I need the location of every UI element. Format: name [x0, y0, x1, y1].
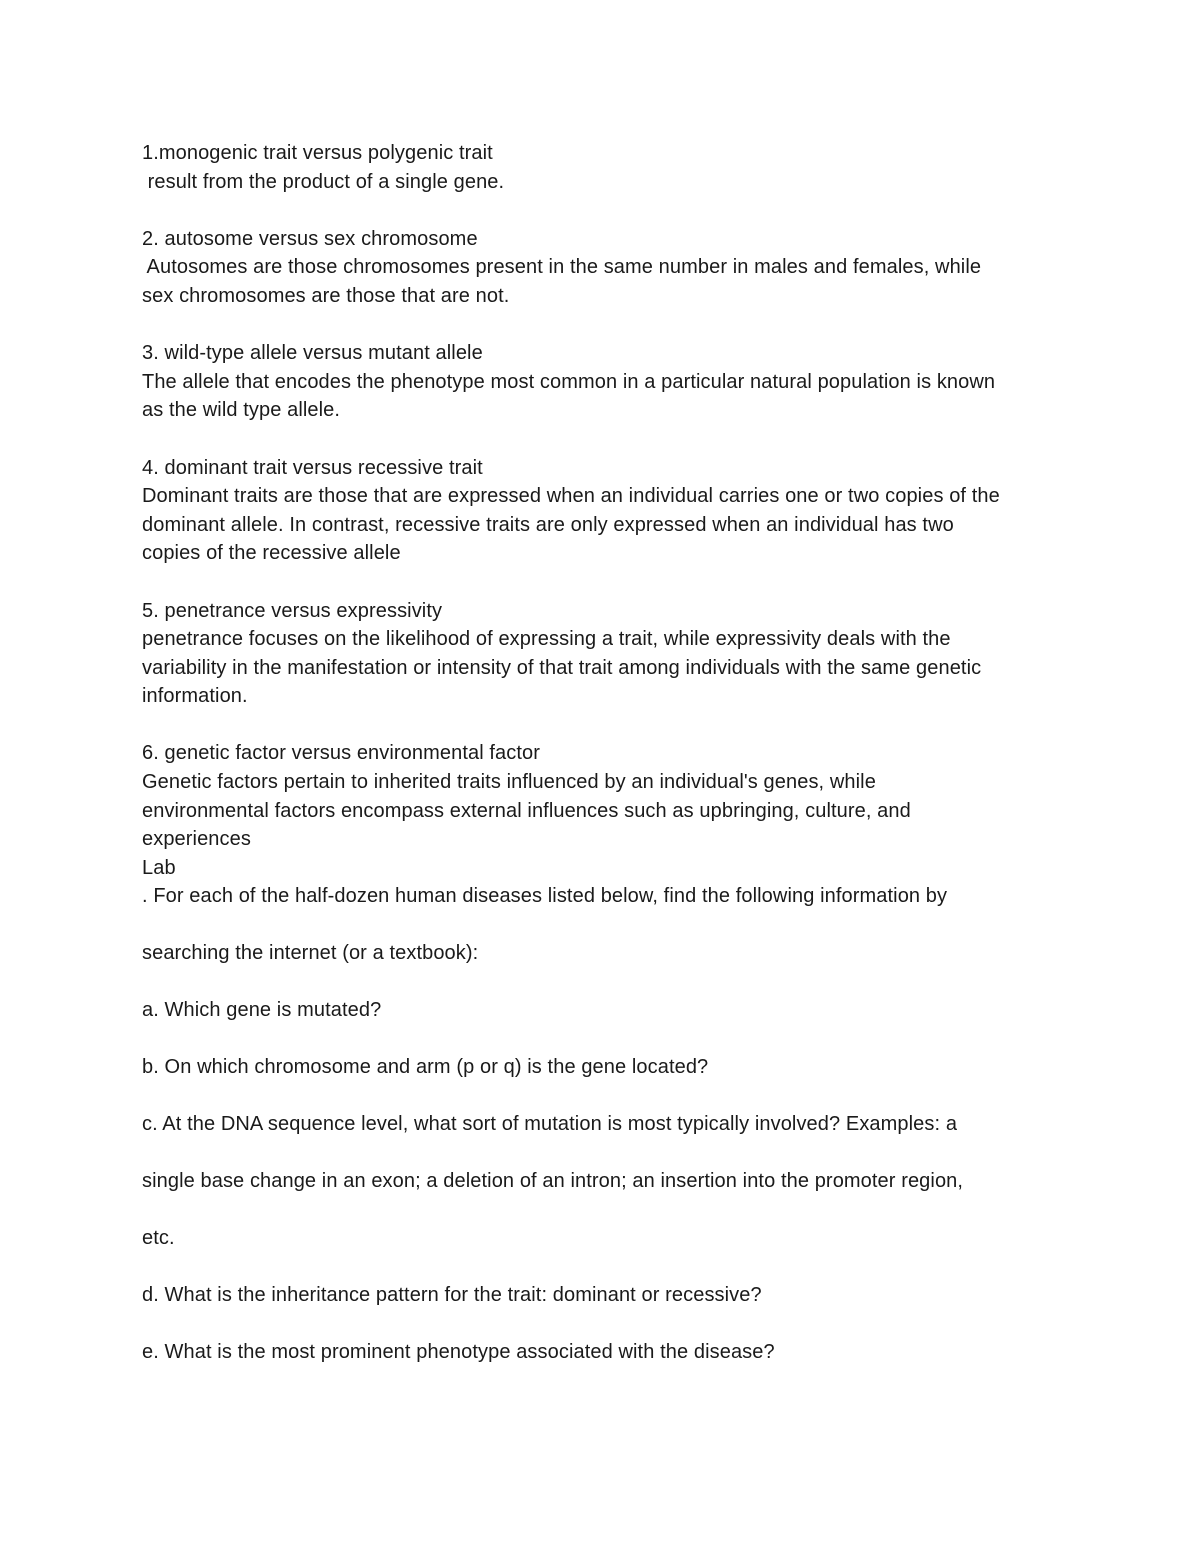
document-body [142, 139, 1082, 1367]
section-6-answer-line-3: experiences [142, 828, 251, 851]
section-2 [142, 225, 1082, 311]
section-3 [142, 339, 1082, 425]
section-4-heading: 4. dominant trait versus recessive trait [142, 456, 483, 479]
blank-line [142, 1082, 1082, 1110]
blank-line [142, 911, 1082, 939]
blank-line [142, 1025, 1082, 1053]
lab-section [142, 854, 1082, 1367]
lab-question-b: b. On which chromosome and arm (p or q) is the gene located? [142, 1056, 709, 1079]
section-3-answer-line-1: The allele that encodes the phenotype most common in a particular natural population is known [142, 370, 996, 393]
blank-line [142, 711, 1082, 740]
section-5 [142, 597, 1082, 711]
section-1-heading: 1.monogenic trait versus polygenic trait [142, 142, 493, 164]
lab-intro-line-1: . For each of the half-dozen human diseases listed below, find the following information by [142, 885, 948, 908]
blank-line [142, 968, 1082, 996]
blank-line [142, 1196, 1082, 1224]
section-6 [142, 739, 1082, 853]
blank-line [142, 311, 1082, 340]
section-2-answer-line-2: sex chromosomes are those that are not. [142, 284, 510, 307]
lab-question-c-line-1: c. At the DNA sequence level, what sort of mutation is most typically involved? Examples: a [142, 1113, 958, 1136]
lab-question-a: a. Which gene is mutated? [142, 999, 382, 1022]
lab-question-e: e. What is the most prominent phenotype associated with the disease? [142, 1341, 775, 1364]
section-5-heading: 5. penetrance versus expressivity [142, 599, 443, 622]
section-2-answer-line-1: Autosomes are those chromosomes present in the same number in males and females, while [142, 256, 982, 279]
section-5-answer-line-3: information. [142, 685, 248, 708]
section-4-answer-line-1: Dominant traits are those that are expressed when an individual carries one or two copies of the [142, 485, 1000, 508]
section-4-answer-line-3: copies of the recessive allele [142, 542, 401, 565]
section-5-answer-line-2: variability in the manifestation or intensity of that trait among individuals with the same genetic [142, 656, 982, 679]
blank-line [142, 568, 1082, 597]
section-6-answer-line-1: Genetic factors pertain to inherited traits influenced by an individual's genes, while [142, 771, 876, 794]
lab-question-c-line-2: single base change in an exon; a deletion of an intron; an insertion into the promoter region, [142, 1170, 964, 1193]
section-5-answer-line-1: penetrance focuses on the likelihood of expressing a trait, while expressivity deals with the [142, 628, 951, 651]
section-1-answer-line-1: result from the product of a single gene. [142, 170, 505, 193]
section-3-answer-line-2: as the wild type allele. [142, 399, 341, 422]
lab-title: Lab [142, 856, 176, 879]
blank-line [142, 196, 1082, 225]
section-3-heading: 3. wild-type allele versus mutant allele [142, 342, 483, 365]
blank-line [142, 1310, 1082, 1338]
section-4 [142, 454, 1082, 568]
blank-line [142, 1139, 1082, 1167]
section-6-answer-line-2: environmental factors encompass external influences such as upbringing, culture, and [142, 799, 911, 822]
blank-line [142, 425, 1082, 454]
lab-question-c-line-3: etc. [142, 1227, 175, 1250]
section-6-heading: 6. genetic factor versus environmental factor [142, 742, 541, 765]
blank-line [142, 1253, 1082, 1281]
section-2-heading: 2. autosome versus sex chromosome [142, 227, 478, 250]
section-1 [142, 139, 1082, 196]
lab-question-d: d. What is the inheritance pattern for the trait: dominant or recessive? [142, 1284, 762, 1307]
section-4-answer-line-2: dominant allele. In contrast, recessive traits are only expressed when an individual has two [142, 513, 954, 536]
lab-intro-line-2: searching the internet (or a textbook): [142, 942, 479, 965]
